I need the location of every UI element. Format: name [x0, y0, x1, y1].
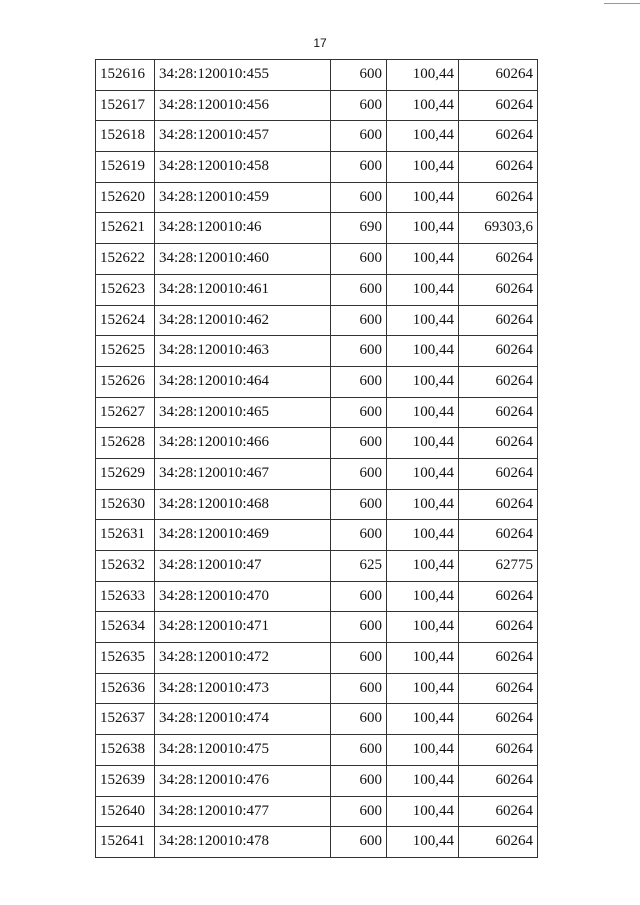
table-row — [96, 458, 538, 489]
record-number-cell: 152641 — [96, 827, 155, 858]
total-value-cell: 60264 — [459, 428, 538, 459]
cadastral-number-cell: 34:28:120010:462 — [155, 305, 331, 336]
cadastral-number-cell: 34:28:120010:474 — [155, 704, 331, 735]
rate-cell: 100,44 — [387, 673, 459, 704]
record-number-cell: 152637 — [96, 704, 155, 735]
record-number-cell: 152622 — [96, 244, 155, 275]
total-value-cell: 69303,6 — [459, 213, 538, 244]
cadastral-number-cell: 34:28:120010:457 — [155, 121, 331, 152]
rate-cell: 100,44 — [387, 90, 459, 121]
table-row — [96, 704, 538, 735]
table-row — [96, 735, 538, 766]
area-cell: 600 — [331, 152, 387, 183]
area-cell: 600 — [331, 182, 387, 213]
record-number-cell: 152639 — [96, 765, 155, 796]
cadastral-number-cell: 34:28:120010:459 — [155, 182, 331, 213]
rate-cell: 100,44 — [387, 60, 459, 91]
table-row — [96, 182, 538, 213]
table-row — [96, 397, 538, 428]
cadastral-number-cell: 34:28:120010:469 — [155, 520, 331, 551]
table-row — [96, 581, 538, 612]
land-parcel-table — [95, 59, 538, 858]
rate-cell: 100,44 — [387, 121, 459, 152]
area-cell: 600 — [331, 90, 387, 121]
record-number-cell: 152631 — [96, 520, 155, 551]
total-value-cell: 60264 — [459, 673, 538, 704]
cadastral-number-cell: 34:28:120010:460 — [155, 244, 331, 275]
total-value-cell: 60264 — [459, 704, 538, 735]
cadastral-number-cell: 34:28:120010:468 — [155, 489, 331, 520]
cadastral-number-cell: 34:28:120010:478 — [155, 827, 331, 858]
area-cell: 600 — [331, 520, 387, 551]
record-number-cell: 152619 — [96, 152, 155, 183]
cadastral-number-cell: 34:28:120010:467 — [155, 458, 331, 489]
record-number-cell: 152630 — [96, 489, 155, 520]
table-body — [96, 60, 538, 858]
table-row — [96, 244, 538, 275]
cadastral-number-cell: 34:28:120010:466 — [155, 428, 331, 459]
area-cell: 625 — [331, 551, 387, 582]
table-row — [96, 428, 538, 459]
total-value-cell: 60264 — [459, 827, 538, 858]
rate-cell: 100,44 — [387, 827, 459, 858]
total-value-cell: 60264 — [459, 60, 538, 91]
total-value-cell: 60264 — [459, 458, 538, 489]
record-number-cell: 152634 — [96, 612, 155, 643]
cadastral-number-cell: 34:28:120010:465 — [155, 397, 331, 428]
record-number-cell: 152623 — [96, 274, 155, 305]
rate-cell: 100,44 — [387, 336, 459, 367]
total-value-cell: 60264 — [459, 643, 538, 674]
rate-cell: 100,44 — [387, 643, 459, 674]
area-cell: 690 — [331, 213, 387, 244]
cadastral-number-cell: 34:28:120010:477 — [155, 796, 331, 827]
area-cell: 600 — [331, 673, 387, 704]
rate-cell: 100,44 — [387, 735, 459, 766]
cadastral-number-cell: 34:28:120010:472 — [155, 643, 331, 674]
cadastral-number-cell: 34:28:120010:464 — [155, 366, 331, 397]
record-number-cell: 152640 — [96, 796, 155, 827]
rate-cell: 100,44 — [387, 244, 459, 275]
table-row — [96, 152, 538, 183]
record-number-cell: 152633 — [96, 581, 155, 612]
cadastral-number-cell: 34:28:120010:461 — [155, 274, 331, 305]
area-cell: 600 — [331, 336, 387, 367]
total-value-cell: 60264 — [459, 765, 538, 796]
record-number-cell: 152638 — [96, 735, 155, 766]
total-value-cell: 60264 — [459, 121, 538, 152]
rate-cell: 100,44 — [387, 551, 459, 582]
record-number-cell: 152625 — [96, 336, 155, 367]
area-cell: 600 — [331, 612, 387, 643]
area-cell: 600 — [331, 735, 387, 766]
cadastral-number-cell: 34:28:120010:456 — [155, 90, 331, 121]
total-value-cell: 60264 — [459, 182, 538, 213]
rate-cell: 100,44 — [387, 581, 459, 612]
rate-cell: 100,44 — [387, 458, 459, 489]
table-row — [96, 366, 538, 397]
area-cell: 600 — [331, 305, 387, 336]
area-cell: 600 — [331, 765, 387, 796]
total-value-cell: 60264 — [459, 305, 538, 336]
area-cell: 600 — [331, 121, 387, 152]
total-value-cell: 60264 — [459, 735, 538, 766]
rate-cell: 100,44 — [387, 704, 459, 735]
rate-cell: 100,44 — [387, 489, 459, 520]
total-value-cell: 60264 — [459, 336, 538, 367]
cadastral-number-cell: 34:28:120010:47 — [155, 551, 331, 582]
page-number: 17 — [313, 36, 327, 50]
total-value-cell: 60264 — [459, 489, 538, 520]
area-cell: 600 — [331, 397, 387, 428]
table-row — [96, 827, 538, 858]
table-row — [96, 90, 538, 121]
table-row — [96, 796, 538, 827]
rate-cell: 100,44 — [387, 152, 459, 183]
area-cell: 600 — [331, 643, 387, 674]
rate-cell: 100,44 — [387, 765, 459, 796]
area-cell: 600 — [331, 827, 387, 858]
table-row — [96, 612, 538, 643]
area-cell: 600 — [331, 581, 387, 612]
cadastral-number-cell: 34:28:120010:458 — [155, 152, 331, 183]
table-row — [96, 673, 538, 704]
rate-cell: 100,44 — [387, 305, 459, 336]
area-cell: 600 — [331, 274, 387, 305]
record-number-cell: 152620 — [96, 182, 155, 213]
total-value-cell: 62775 — [459, 551, 538, 582]
cadastral-number-cell: 34:28:120010:476 — [155, 765, 331, 796]
table-row — [96, 489, 538, 520]
total-value-cell: 60264 — [459, 90, 538, 121]
rate-cell: 100,44 — [387, 274, 459, 305]
area-cell: 600 — [331, 60, 387, 91]
total-value-cell: 60264 — [459, 612, 538, 643]
rate-cell: 100,44 — [387, 182, 459, 213]
record-number-cell: 152621 — [96, 213, 155, 244]
total-value-cell: 60264 — [459, 796, 538, 827]
total-value-cell: 60264 — [459, 244, 538, 275]
cadastral-number-cell: 34:28:120010:473 — [155, 673, 331, 704]
rate-cell: 100,44 — [387, 428, 459, 459]
record-number-cell: 152635 — [96, 643, 155, 674]
record-number-cell: 152632 — [96, 551, 155, 582]
area-cell: 600 — [331, 489, 387, 520]
record-number-cell: 152616 — [96, 60, 155, 91]
table-row — [96, 551, 538, 582]
record-number-cell: 152626 — [96, 366, 155, 397]
total-value-cell: 60264 — [459, 520, 538, 551]
area-cell: 600 — [331, 244, 387, 275]
table-row — [96, 121, 538, 152]
cadastral-number-cell: 34:28:120010:475 — [155, 735, 331, 766]
table-row — [96, 60, 538, 91]
total-value-cell: 60264 — [459, 397, 538, 428]
rate-cell: 100,44 — [387, 213, 459, 244]
record-number-cell: 152636 — [96, 673, 155, 704]
cadastral-number-cell: 34:28:120010:455 — [155, 60, 331, 91]
table-row — [96, 274, 538, 305]
total-value-cell: 60264 — [459, 366, 538, 397]
table-row — [96, 765, 538, 796]
cadastral-number-cell: 34:28:120010:46 — [155, 213, 331, 244]
cadastral-number-cell: 34:28:120010:463 — [155, 336, 331, 367]
total-value-cell: 60264 — [459, 274, 538, 305]
area-cell: 600 — [331, 704, 387, 735]
area-cell: 600 — [331, 428, 387, 459]
rate-cell: 100,44 — [387, 397, 459, 428]
rate-cell: 100,44 — [387, 612, 459, 643]
area-cell: 600 — [331, 458, 387, 489]
table-row — [96, 643, 538, 674]
rate-cell: 100,44 — [387, 796, 459, 827]
total-value-cell: 60264 — [459, 581, 538, 612]
table-row — [96, 520, 538, 551]
record-number-cell: 152624 — [96, 305, 155, 336]
cadastral-number-cell: 34:28:120010:470 — [155, 581, 331, 612]
record-number-cell: 152628 — [96, 428, 155, 459]
corner-mark — [604, 3, 640, 4]
record-number-cell: 152629 — [96, 458, 155, 489]
rate-cell: 100,44 — [387, 520, 459, 551]
area-cell: 600 — [331, 366, 387, 397]
total-value-cell: 60264 — [459, 152, 538, 183]
cadastral-number-cell: 34:28:120010:471 — [155, 612, 331, 643]
table-row — [96, 305, 538, 336]
record-number-cell: 152627 — [96, 397, 155, 428]
table-row — [96, 336, 538, 367]
area-cell: 600 — [331, 796, 387, 827]
table-row — [96, 213, 538, 244]
record-number-cell: 152617 — [96, 90, 155, 121]
record-number-cell: 152618 — [96, 121, 155, 152]
rate-cell: 100,44 — [387, 366, 459, 397]
